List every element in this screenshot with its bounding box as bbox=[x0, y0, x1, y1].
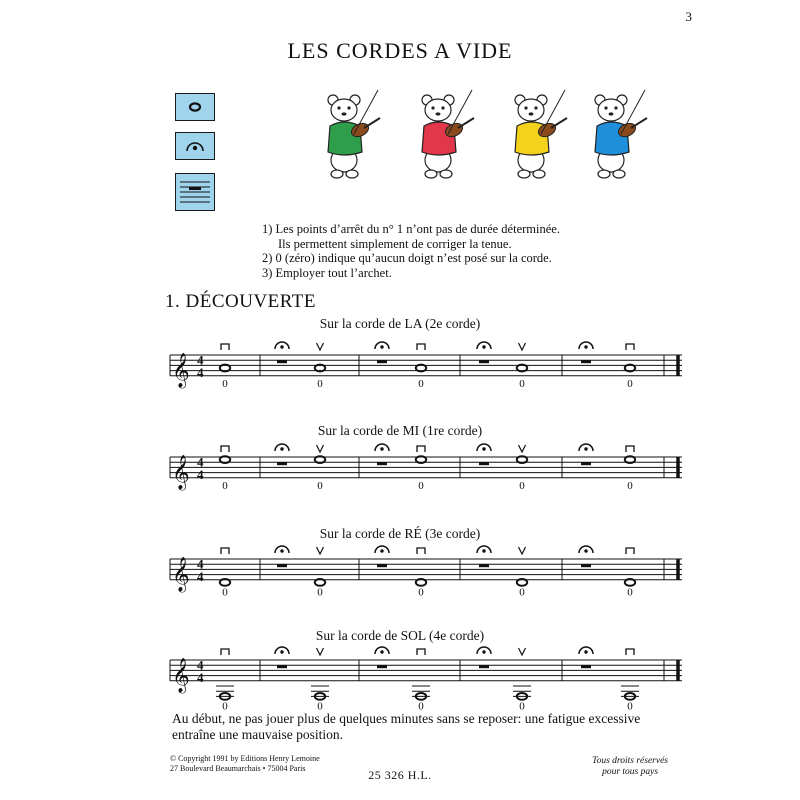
up-bow-icon bbox=[519, 343, 526, 350]
fingering-number: 0 bbox=[627, 479, 633, 492]
time-signature-denominator: 4 bbox=[197, 364, 204, 380]
exercise-caption: Sur la corde de SOL (4e corde) bbox=[315, 628, 485, 643]
down-bow-icon bbox=[221, 649, 229, 655]
whole-rest bbox=[377, 462, 387, 465]
down-bow-icon bbox=[626, 548, 634, 554]
fingering-number: 0 bbox=[317, 586, 323, 599]
page-title: LES CORDES A VIDE bbox=[287, 38, 513, 63]
up-bow-icon bbox=[317, 547, 324, 554]
treble-clef-icon: 𝄞 bbox=[172, 454, 190, 490]
down-bow-icon bbox=[626, 446, 634, 452]
whole-rest bbox=[277, 564, 287, 567]
whole-rest bbox=[277, 462, 287, 465]
fermata-dot bbox=[584, 345, 587, 348]
whole-rest bbox=[277, 360, 287, 363]
fermata-dot bbox=[584, 549, 587, 552]
staff-rest-icon bbox=[176, 174, 214, 210]
time-signature-denominator: 4 bbox=[197, 568, 204, 584]
fingering-number: 0 bbox=[519, 586, 525, 599]
fermata-dot bbox=[584, 650, 587, 653]
whole-rest bbox=[277, 665, 287, 668]
fermata-dot bbox=[584, 447, 587, 450]
time-signature-numerator: 4 bbox=[197, 454, 204, 470]
up-bow-icon bbox=[317, 648, 324, 655]
rest-legend-box bbox=[175, 173, 215, 211]
time-signature-numerator: 4 bbox=[197, 352, 204, 368]
bear-violinist-illustration bbox=[414, 88, 480, 188]
whole-rest bbox=[581, 665, 591, 668]
fingering-number: 0 bbox=[418, 377, 424, 390]
whole-rest bbox=[479, 360, 489, 363]
down-bow-icon bbox=[221, 446, 229, 452]
fingering-number: 0 bbox=[519, 700, 525, 713]
down-bow-icon bbox=[221, 548, 229, 554]
fermata-dot bbox=[380, 650, 383, 653]
advice-text: Au début, ne pas jouer plus de quelques minutes sans se reposer: une fatigue excessive entraîne une mauvaise position. bbox=[172, 711, 641, 742]
instructions bbox=[262, 222, 560, 280]
fermata-dot bbox=[482, 549, 485, 552]
up-bow-icon bbox=[317, 343, 324, 350]
fermata-dot bbox=[482, 650, 485, 653]
whole-note-legend-box bbox=[175, 93, 215, 121]
fingering-number: 0 bbox=[418, 586, 424, 599]
fermata-dot bbox=[280, 345, 283, 348]
music-staff-la bbox=[170, 338, 690, 394]
note-line: 1) Les points d’arrêt du n° 1 n’ont pas de durée déterminée. bbox=[262, 222, 560, 236]
exercise-caption: Sur la corde de LA (2e corde) bbox=[319, 316, 481, 331]
copyright-line: 27 Boulevard Beaumarchais • 75004 Paris bbox=[170, 763, 306, 773]
whole-rest bbox=[581, 462, 591, 465]
music-staff-re bbox=[170, 542, 690, 602]
fingering-number: 0 bbox=[519, 479, 525, 492]
music-staff-sol bbox=[170, 643, 690, 713]
rights-notice bbox=[592, 756, 668, 778]
treble-clef-icon: 𝄞 bbox=[172, 657, 190, 693]
copyright-line: © Copyright 1991 by Editions Henry Lemoine bbox=[170, 754, 320, 763]
fermata-dot bbox=[482, 447, 485, 450]
down-bow-icon bbox=[417, 649, 425, 655]
whole-rest bbox=[377, 360, 387, 363]
exercise-caption: Sur la corde de MI (1re corde) bbox=[317, 423, 483, 438]
whole-rest bbox=[377, 665, 387, 668]
fingering-number: 0 bbox=[222, 377, 228, 390]
fermata-dot bbox=[482, 345, 485, 348]
treble-clef-icon: 𝄞 bbox=[172, 556, 190, 592]
fingering-number: 0 bbox=[317, 479, 323, 492]
note-line: 3) Employer tout l’archet. bbox=[262, 265, 392, 280]
bear-violinist-illustration bbox=[587, 88, 653, 188]
fingering-number: 0 bbox=[519, 377, 525, 390]
fingering-number: 0 bbox=[317, 377, 323, 390]
fermata-dot bbox=[280, 650, 283, 653]
whole-note-icon bbox=[176, 94, 214, 120]
fingering-number: 0 bbox=[627, 586, 633, 599]
catalog-number: 25 326 H.L. bbox=[368, 768, 432, 782]
fermata-dot bbox=[380, 549, 383, 552]
fingering-number: 0 bbox=[418, 479, 424, 492]
down-bow-icon bbox=[221, 344, 229, 350]
fingering-number: 0 bbox=[222, 479, 228, 492]
section-heading: 1. DÉCOUVERTE bbox=[165, 291, 317, 312]
fingering-number: 0 bbox=[317, 700, 323, 713]
fermata-legend-box bbox=[175, 132, 215, 160]
up-bow-icon bbox=[519, 547, 526, 554]
rights-line: Tous droits réservés bbox=[592, 756, 668, 766]
music-staff-mi bbox=[170, 440, 690, 496]
bear-violinist-illustration bbox=[507, 88, 573, 188]
note-line: Ils permettent simplement de corriger la tenue. bbox=[278, 236, 512, 251]
fermata-dot bbox=[380, 447, 383, 450]
fermata-dot bbox=[380, 345, 383, 348]
fermata-dot bbox=[280, 549, 283, 552]
time-signature-numerator: 4 bbox=[197, 556, 204, 572]
rights-line: pour tous pays bbox=[602, 767, 659, 777]
time-signature-numerator: 4 bbox=[197, 657, 204, 673]
up-bow-icon bbox=[317, 445, 324, 452]
bear-violinist-illustration bbox=[320, 88, 386, 188]
whole-rest bbox=[581, 564, 591, 567]
fermata-dot bbox=[280, 447, 283, 450]
fingering-number: 0 bbox=[222, 700, 228, 713]
down-bow-icon bbox=[417, 446, 425, 452]
fingering-number: 0 bbox=[627, 700, 633, 713]
whole-rest bbox=[581, 360, 591, 363]
time-signature-denominator: 4 bbox=[197, 669, 204, 685]
note-line: 2) 0 (zéro) indique qu’aucun doigt n’est posé sur la corde. bbox=[262, 251, 552, 265]
exercise-caption: Sur la corde de RÉ (3e corde) bbox=[319, 526, 481, 541]
fingering-number: 0 bbox=[418, 700, 424, 713]
whole-rest bbox=[479, 564, 489, 567]
fermata-icon bbox=[176, 133, 214, 159]
whole-rest bbox=[479, 462, 489, 465]
fingering-number: 0 bbox=[627, 377, 633, 390]
down-bow-icon bbox=[417, 344, 425, 350]
page-number: 3 bbox=[685, 9, 692, 24]
up-bow-icon bbox=[519, 648, 526, 655]
fingering-number: 0 bbox=[222, 586, 228, 599]
down-bow-icon bbox=[626, 344, 634, 350]
time-signature-denominator: 4 bbox=[197, 466, 204, 482]
treble-clef-icon: 𝄞 bbox=[172, 352, 190, 388]
up-bow-icon bbox=[519, 445, 526, 452]
down-bow-icon bbox=[626, 649, 634, 655]
whole-rest bbox=[377, 564, 387, 567]
down-bow-icon bbox=[417, 548, 425, 554]
whole-rest bbox=[479, 665, 489, 668]
